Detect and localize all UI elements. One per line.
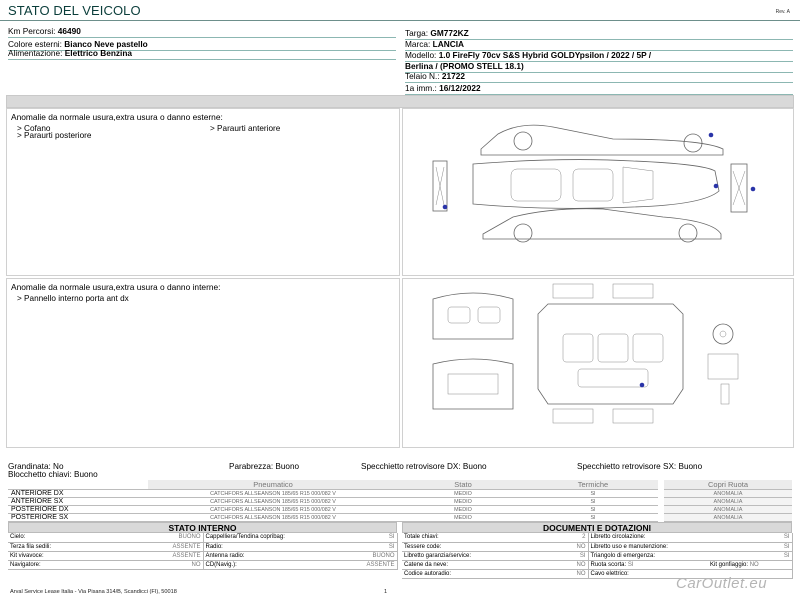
external-anomalies-panel [6,108,400,276]
page-title: STATO DEL VEICOLO [8,3,141,18]
table-row [402,560,792,569]
documents-title: DOCUMENTI E DOTAZIONI [402,522,792,533]
tyre-thermal: SI [528,514,658,522]
km-row [8,25,396,38]
field-label: Libretto circolazione: [588,533,708,542]
field-value: SI [313,542,397,551]
field-label: Codice autoradio: [402,569,512,578]
field-value: SI [512,551,588,560]
damage-marker [443,205,448,210]
wheel-cover-value: ANOMALIA [664,514,792,522]
km-label: Km Percorsi: [8,26,56,36]
field-label: CD(Navig.): [203,560,313,569]
tyre-thermal: SI [528,506,658,514]
mirror-left-status: Specchietto retrovisore SX: Buono [577,462,703,471]
car-exterior-diagram [403,109,795,277]
field-value: ASSENTE [313,560,397,569]
field-label: Totale chiavi: [402,533,512,542]
external-item: > Paraurti anteriore [210,124,281,133]
tyre-thermal: SI [528,498,658,506]
field-value: SI [708,542,792,551]
tyre-state: MEDIO [398,490,528,498]
tyre-position: ANTERIORE SX [8,498,148,506]
table-row [402,551,792,560]
tyre-position: POSTERIORE DX [8,506,148,514]
registration-label: 1a imm.: [405,83,437,93]
color-value: Bianco Neve pastello [64,39,148,49]
wheel-cover-value: ANOMALIA [664,498,792,506]
field-label: Catene da neve: [402,560,512,569]
hail-status: Grandinata: No [8,462,64,471]
wheel-cover-table [664,480,792,522]
registration-row [405,82,793,95]
table-row [8,498,658,506]
tyres-table [8,480,658,522]
table-row [402,533,792,542]
tyre-thermal: SI [528,490,658,498]
plate-value: GM772KZ [430,28,469,38]
field-value: NO [512,569,588,578]
field-value: NO [749,561,759,568]
field-value: BUONO [313,551,397,560]
field-value: NO [108,560,203,569]
table-row [8,506,658,514]
tyre-position: POSTERIORE SX [8,514,148,522]
field-label: Cappelliera/Tendina copribag: [203,533,313,542]
fuel-label: Alimentazione: [8,48,63,58]
thermal-header: Termiche [528,480,658,490]
windshield-status: Parabrezza: Buono [229,462,300,471]
company-address: Arval Service Lease Italia - Via Pisana 314/B, Scandicci (FI), 50018 [10,589,177,595]
registration-value: 16/12/2022 [439,83,481,93]
field-value: SI [708,533,792,542]
external-anomalies-title: Anomalie da normale usura,extra usura o danno esterne: [11,112,223,122]
field-label: Triangolo di emergenza: [588,551,708,560]
key-lock-status: Blocchetto chiavi: Buono [8,470,98,479]
field-value: BUONO [108,533,203,542]
field-label: Libretto garanzia/service: [402,551,512,560]
damage-marker [751,187,756,192]
field-value: NO [512,560,588,569]
field-value: SI [708,551,792,560]
damage-marker [709,133,714,138]
watermark-logo: CarOutlet.eu [676,575,768,592]
km-value: 46490 [57,26,81,36]
field-value: SI [627,561,634,568]
wheel-cover-header: Copri Ruota [664,480,792,490]
state-header: Stato [398,480,528,490]
brand-value: LANCIA [432,39,465,49]
chassis-label: Telaio N.: [405,71,440,81]
field-label: Cavo elettrico: [588,569,708,578]
field-value: 2 [512,533,588,542]
internal-item: > Pannello interno porta ant dx [17,294,129,303]
documents-table [402,533,793,579]
external-item: > Cofano [17,124,51,133]
fuel-value: Elettrico Benzina [64,48,133,58]
damage-marker [640,383,645,388]
mirror-right-status: Specchietto retrovisore DX: Buono [361,462,487,471]
internal-diagram-panel [402,278,794,448]
internal-anomalies-panel [6,278,400,448]
tyre-model: CATCHFORS ALLSEANSON 185/65 R15 000/082 V [148,506,398,514]
field-pair [588,560,708,569]
model-value-2: Berlina / (PROMO STELL 18.1) [405,61,524,71]
field-value: ASSENTE [108,551,203,560]
field-value: NO [512,542,588,551]
internal-state-table [8,533,398,570]
external-diagram-panel [402,108,794,276]
fuel-row [8,47,396,60]
field-value: SI [313,533,397,542]
page-number: 1 [384,589,388,595]
tyre-state: MEDIO [398,498,528,506]
field-label: Kit vivavoce: [8,551,108,560]
section-band [6,95,794,108]
model-label: Modello: [405,50,437,60]
field-label: Terza fila sedili: [8,542,108,551]
revision-label: Rev. A [775,9,790,15]
external-item: > Paraurti posteriore [17,131,92,140]
field-value: ASSENTE [108,542,203,551]
internal-state-title: STATO INTERNO [8,522,397,533]
field-label: Radio: [203,542,313,551]
table-row [8,490,658,498]
plate-label: Targa: [405,28,429,38]
field-label: Ruota scorta: [590,561,627,568]
table-row [402,542,792,551]
tyre-state: MEDIO [398,506,528,514]
table-row [8,514,658,522]
internal-state-section [8,522,397,570]
tyre-state: MEDIO [398,514,528,522]
header-divider [0,20,800,21]
wheel-cover-value: ANOMALIA [664,490,792,498]
tyre-position: ANTERIORE DX [8,490,148,498]
chassis-value: 21722 [441,71,465,81]
color-label: Colore esterni: [8,39,62,49]
tyre-model: CATCHFORS ALLSEANSON 185/65 R15 000/082 V [148,490,398,498]
tyre-header: Pneumatico [148,480,398,490]
damage-marker [714,184,719,189]
field-label: Tessere code: [402,542,512,551]
tyre-model: CATCHFORS ALLSEANSON 185/65 R15 000/082 V [148,498,398,506]
table-row [8,542,397,551]
model-value: 1.0 FireFly 70cv S&S Hybrid GOLDYpsilon / 2022 / 5P / [438,50,652,60]
table-row [8,560,397,569]
table-row [8,533,397,542]
field-label: Kit gonfiaggio: [710,561,749,568]
field-label: Navigatore: [8,560,108,569]
documents-section [402,522,792,579]
field-label: Cielo: [8,533,108,542]
table-row [8,551,397,560]
field-label: Libretto uso e manutenzione: [588,542,708,551]
internal-anomalies-title: Anomalie da normale usura,extra usura o danno interne: [11,282,221,292]
wheel-cover-value: ANOMALIA [664,506,792,514]
field-pair [708,560,792,569]
field-label: Antenna radio: [203,551,313,560]
car-interior-diagram [403,279,795,449]
brand-label: Marca: [405,39,431,49]
tyre-model: CATCHFORS ALLSEANSON 185/65 R15 000/082 V [148,514,398,522]
